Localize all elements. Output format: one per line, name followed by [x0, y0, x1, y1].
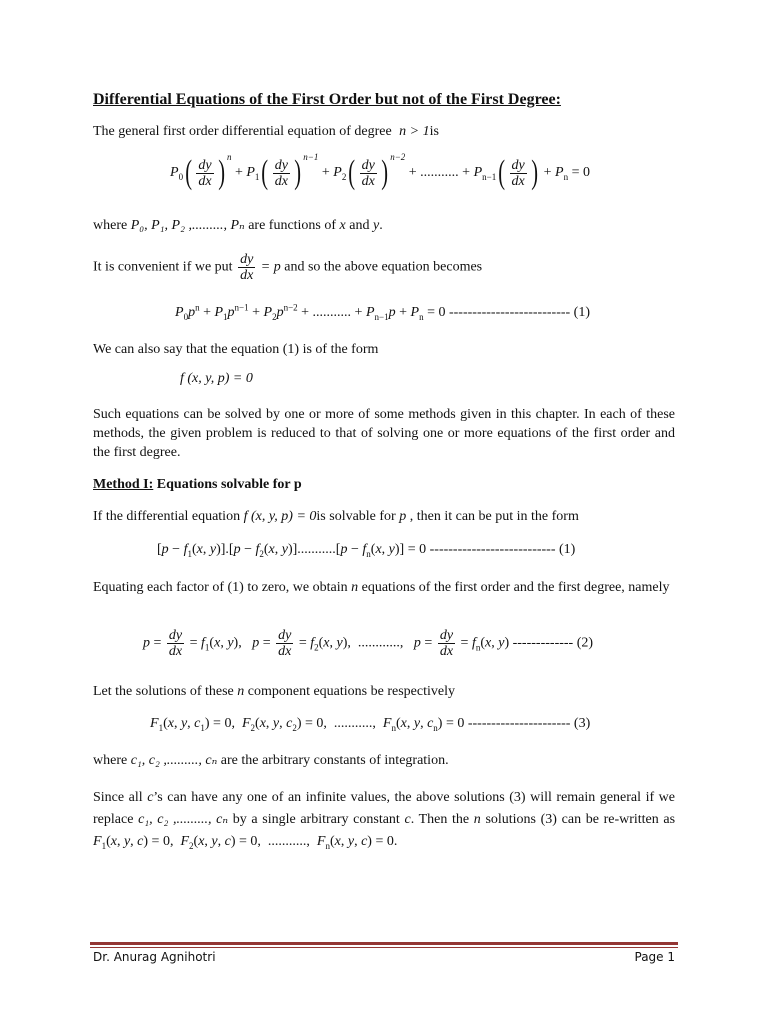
convenient-suffix: and so the above equation becomes	[284, 259, 483, 275]
method-heading	[93, 475, 675, 494]
if-equation: f (x, y, p) = 0	[243, 509, 317, 524]
methods-paragraph: Such equations can be solved by one or more of some methods given in this chapter. In each of these methods, the given problem is reduced to that of solving one or more equations of the first order and the first degree.	[93, 407, 675, 460]
equation-1-label: -------------------------- (1)	[448, 305, 591, 320]
if-suffix: , then it can be put in the form	[409, 509, 579, 524]
page-title: Differential Equations of the First Order but not of the First Degree:	[93, 91, 561, 108]
equating-n: n	[351, 580, 359, 595]
if-mid: is solvable for	[316, 509, 396, 524]
var-y: y	[372, 218, 380, 233]
convenient-line	[93, 252, 675, 283]
where-line-2	[93, 751, 675, 770]
dy-dx-fraction: $\frac{dy}{dx}$	[240, 252, 254, 283]
equating-prefix: Equating each factor of (1) to zero, we obtain	[93, 580, 348, 595]
where2-suffix: are the arbitrary constants of integration.	[220, 753, 449, 768]
since-c2: c	[404, 812, 411, 827]
footer-rule-thin	[90, 947, 678, 948]
since-l1a: Since all	[93, 790, 143, 805]
method-label: Method I:	[93, 477, 154, 492]
since-l2a: general if we replace	[93, 790, 675, 827]
equation-2: p = $\frac{dy}{dx}$ = $f_1(x$, y), p = $\frac{dy}{dx}$ = $f_2(x$, y), ............, p = $\frac{dy}{dx}$ = $f_n(x$, y) ------------- (2)	[143, 628, 594, 659]
degree-condition: n > 1	[399, 124, 430, 139]
since-l2d: solutions (3)	[485, 812, 557, 827]
equation-1: $P_0p^n + P_1p^{n-1} + P_2p^{n-2}$ + ........... + $P_{n-1}p + P_n = 0$ -------------------------- (1)	[175, 302, 591, 322]
where-line-1	[93, 216, 675, 235]
equation-3: $F_1(x$, y, $c_1) = 0$, $F_2(x$, y, $c_2) = 0$, ..........., $F_n(x$, y, $c_n) = 0$ ---------------------- (3)	[150, 716, 591, 733]
also-say-line: We can also say that the equation (1) is of the form	[93, 342, 379, 357]
if-p: p	[399, 509, 407, 524]
factor-equation-label: --------------------------- (1)	[429, 542, 576, 557]
equating-suffix: equations of the first order and the first degree, namely	[361, 580, 670, 595]
let-n: n	[237, 684, 245, 699]
since-l2b: by a single arbitrary constant	[232, 812, 400, 827]
footer-rule-thick	[90, 942, 678, 945]
general-eq-rhs: = 0	[571, 165, 590, 181]
p-substitution: = p	[260, 259, 281, 275]
method-description: Equations solvable for p	[156, 477, 302, 492]
since-l2c: . Then the	[410, 812, 470, 827]
footer-author: Dr. Anurag Agnihotri	[93, 950, 216, 964]
intro-line	[93, 122, 675, 141]
intro-text: The general first order differential equation of degree	[93, 124, 392, 139]
let-prefix: Let the solutions of these	[93, 684, 234, 699]
since-l3a: can be re-written as	[561, 812, 676, 827]
equation-3-label: ---------------------- (3)	[467, 716, 591, 731]
since-l1b: ’s can have any one of an infinite values, the above solutions (3) will remain	[153, 790, 596, 805]
general-equation: $P_0$( $\frac{dy}{dx}$ ) $n + P_1$( $\frac{dy}{dx}$ ) $n-1 + P_2$( $\frac{dy}{dx}$ ) n−2 + ........... + $P_{n-1}$( $\frac{dy}{dx}$ ) + $P_n = 0$	[170, 152, 590, 191]
since-vars: c₁, c₂ ,........., cₙ	[138, 812, 229, 827]
since-n: n	[473, 812, 481, 827]
since-paragraph	[93, 787, 675, 853]
coefficient-list: P₀, P₁, P₂ ,........., Pₙ	[130, 218, 245, 233]
footer-page-number: Page 1	[634, 950, 675, 964]
if-line	[93, 507, 675, 526]
rewritten-solutions: $F_1(x$, y, c) = 0, $F_2(x$, y, c) = 0, ..........., $F_n(x$, y, c) = 0	[93, 834, 394, 851]
equation-2-label: ------------- (2)	[512, 635, 594, 651]
let-solutions-line	[93, 682, 675, 701]
var-x: x	[339, 218, 346, 233]
since-end: .	[393, 834, 398, 849]
and-word: and	[349, 218, 370, 233]
where2-prefix: where	[93, 753, 128, 768]
since-c: c	[147, 790, 154, 805]
if-prefix: If the differential equation	[93, 509, 241, 524]
period: .	[379, 218, 383, 233]
convenient-prefix: It is convenient if we put	[93, 259, 233, 275]
constants-list: c₁, c₂ ,........., cₙ	[130, 753, 218, 768]
where-word: where	[93, 218, 128, 233]
equating-paragraph	[93, 578, 675, 597]
general-form: f (x, y, p) = 0	[180, 371, 253, 386]
intro-is: is	[429, 124, 439, 139]
where-middle: are functions of	[248, 218, 337, 233]
let-suffix: component equations be respectively	[247, 684, 455, 699]
factor-equation: [$p - f_1(x$, $y)].[p - f_2(x$, $y)]...........[p - f_n(x$, y)] = 0 --------------------------- (1)	[157, 542, 576, 559]
